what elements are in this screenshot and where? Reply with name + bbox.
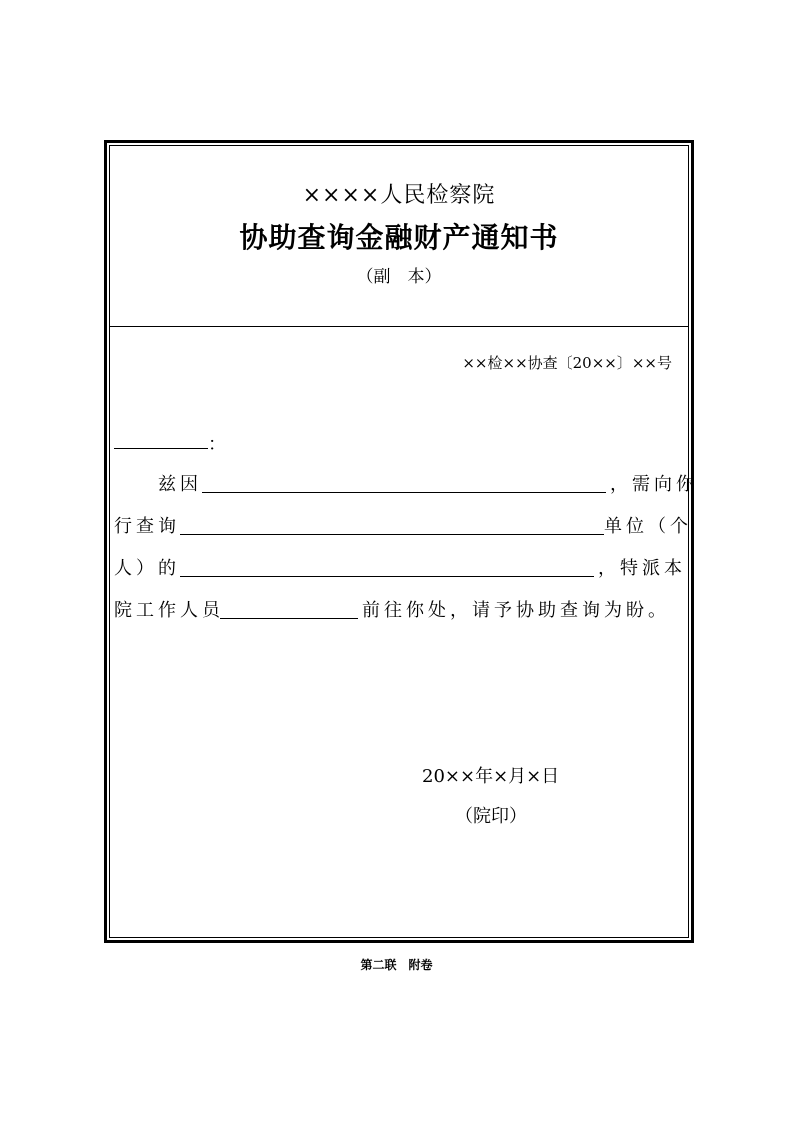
org-name: ××××人民检察院: [302, 183, 496, 208]
reason-label: 兹因: [158, 474, 202, 495]
recipient-colon: ：: [208, 434, 230, 455]
staff-label: 院工作人员: [114, 600, 224, 621]
document-title: 协助查询金融财产通知书: [239, 221, 559, 254]
document-header: [110, 146, 688, 327]
copy-label: （副 本）: [356, 267, 442, 287]
line3-suffix: ，特派本: [598, 558, 686, 579]
recipient-blank[interactable]: [114, 448, 208, 449]
court-seal-label: （院印）: [455, 806, 527, 827]
document-inner-frame: [109, 145, 698, 938]
query-label: 行查询: [114, 516, 180, 537]
line1-suffix: ，需向你: [610, 474, 698, 495]
staff-blank[interactable]: [220, 618, 358, 619]
document-frame: [104, 140, 698, 943]
property-blank[interactable]: [180, 576, 594, 577]
query-target-blank[interactable]: [180, 534, 604, 535]
line4-suffix: 前往你处，请予协助查询为盼。: [362, 600, 670, 621]
document-number: ××检××协查〔20××〕××号: [462, 354, 672, 372]
issue-date: 20××年×月×日: [422, 766, 560, 787]
copy-footer: 第二联 附卷: [360, 958, 433, 972]
reason-blank[interactable]: [202, 492, 606, 493]
line3-prefix: 人）的: [114, 558, 180, 579]
line2-suffix: 单位（个: [604, 516, 692, 537]
